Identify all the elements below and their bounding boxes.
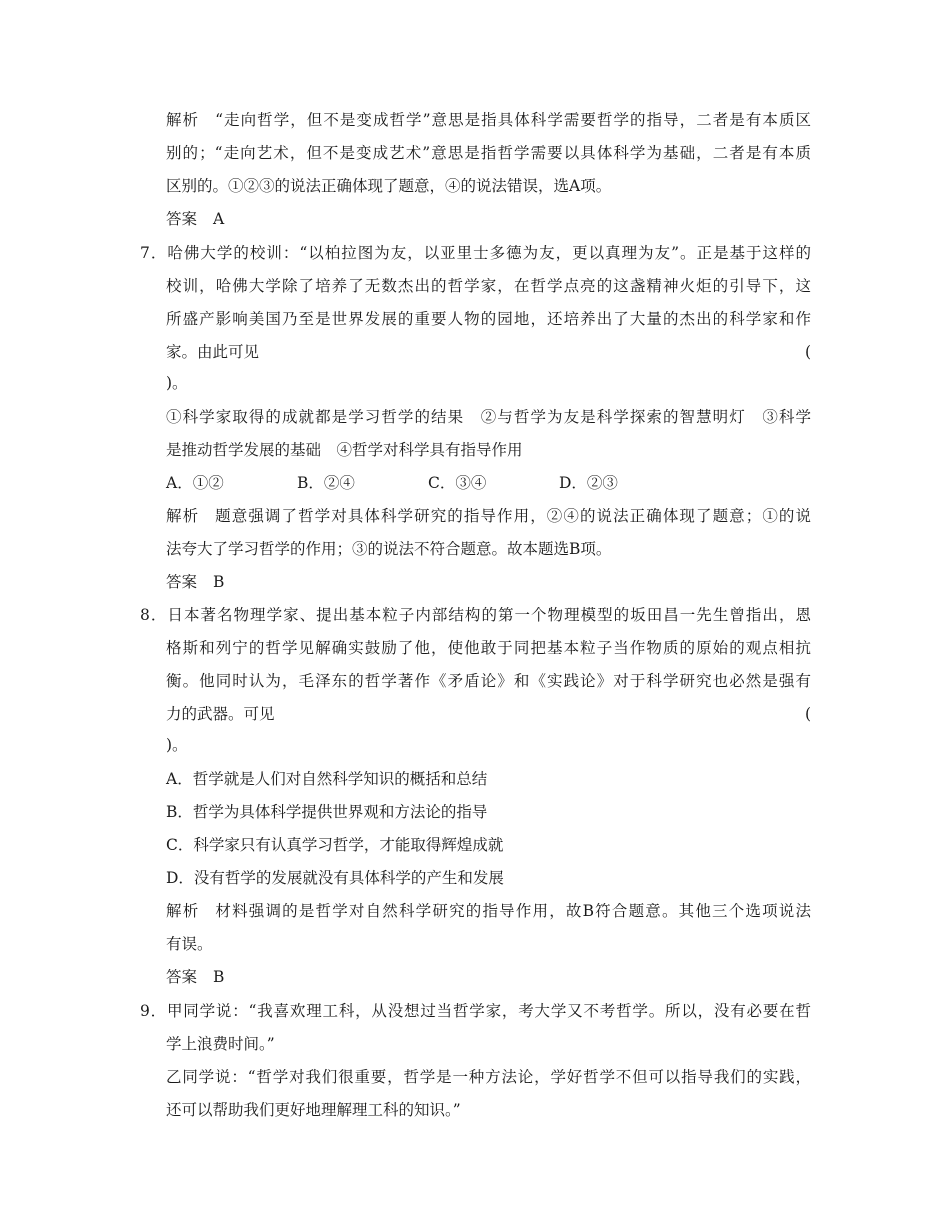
answer-paren-close: )。 (166, 736, 188, 754)
q9-stem-line-2: 学上浪费时间。” (166, 1035, 275, 1053)
q8-answer: 答案 B (166, 968, 225, 986)
q9-stem-line-1: 9．甲同学说：“我喜欢理工科，从没想过当哲学家，考大学又不考哲学。所以，没有必要在哲 (140, 1002, 811, 1020)
option-c: C．③④ (428, 474, 487, 492)
q9-stem-line-3: 乙同学说：“哲学对我们很重要，哲学是一种方法论，学好哲学不但可以指导我们的实践， (166, 1068, 811, 1086)
q8-stem-line-2: 格斯和列宁的哲学见解确实鼓励了他，使他敢于同把基本粒子当作物质的原始的观点相抗 (166, 639, 811, 657)
q6-analysis-line-1: 解析 “走向哲学，但不是变成哲学”意思是指具体科学需要哲学的指导，二者是有本质区 (166, 111, 811, 129)
q7-stem-line-2: 校训，哈佛大学除了培养了无数杰出的哲学家，在哲学点亮的这盏精神火炬的引导下，这 (166, 277, 811, 295)
analysis-label: 解析 (166, 902, 200, 920)
q6-analysis-line-2: 别的；“走向艺术，但不是变成艺术”意思是指哲学需要以具体科学为基础，二者是有本质 (166, 144, 811, 162)
option-a: A．①② (166, 474, 224, 492)
q6-answer: 答案 A (166, 210, 225, 228)
q7-analysis-line-1: 解析 题意强调了哲学对具体科学研究的指导作用，②④的说法正确体现了题意；①的说 (166, 507, 811, 525)
q7-stem-line-4: 家。由此可见 ( (166, 343, 812, 361)
question-number: 8． (140, 606, 168, 624)
q8-stem-line-3: 衡。他同时认为，毛泽东的哲学著作《矛盾论》和《实践论》对于科学研究也必然是强有 (166, 672, 811, 690)
q7-statement-line-1: ①科学家取得的成就都是学习哲学的结果 ②与哲学为友是科学探索的智慧明灯 ③科学 (166, 408, 811, 426)
option-c: C．科学家只有认真学习哲学，才能取得辉煌成就 (166, 836, 504, 854)
option-d: D．②③ (559, 474, 618, 492)
answer-paren-open: ( (805, 343, 812, 361)
q9-stem-line-4: 还可以帮助我们更好地理解理工科的知识。” (166, 1101, 461, 1119)
q6-analysis-line-3: 区别的。①②③的说法正确体现了题意，④的说法错误，选A项。 (166, 177, 612, 195)
option-d: D．没有哲学的发展就没有具体科学的产生和发展 (166, 869, 504, 887)
question-number: 9． (140, 1002, 167, 1020)
q8-stem-line-4: 力的武器。可见 ( (166, 705, 812, 723)
option-b: B．②④ (297, 474, 355, 492)
q8-analysis-line-1: 解析 材料强调的是哲学对自然科学研究的指导作用，故B符合题意。其他三个选项说法 (166, 902, 811, 920)
answer-paren-close: )。 (166, 374, 188, 392)
question-number: 7． (140, 244, 168, 262)
option-b: B．哲学为具体科学提供世界观和方法论的指导 (166, 803, 488, 821)
q7-options (166, 472, 690, 494)
q8-stem-line-1: 8．日本著名物理学家、提出基本粒子内部结构的第一个物理模型的坂田昌一先生曾指出，恩 (140, 606, 811, 624)
q8-analysis-line-2: 有误。 (166, 935, 213, 953)
q7-answer: 答案 B (166, 573, 225, 591)
q7-stem-line-3: 所盛产影响美国乃至是世界发展的重要人物的园地，还培养出了大量的杰出的科学家和作 (166, 310, 811, 328)
option-a: A．哲学就是人们对自然科学知识的概括和总结 (166, 770, 488, 788)
q7-stem-line-1: 7．哈佛大学的校训：“以柏拉图为友，以亚里士多德为友，更以真理为友”。正是基于这样的 (140, 244, 811, 262)
analysis-label: 解析 (166, 507, 200, 525)
q7-analysis-line-2: 法夸大了学习哲学的作用；③的说法不符合题意。故本题选B项。 (166, 540, 612, 558)
analysis-label: 解析 (166, 111, 200, 129)
q7-statement-line-2: 是推动哲学发展的基础 ④哲学对科学具有指导作用 (166, 441, 523, 459)
answer-paren-open: ( (805, 705, 812, 723)
